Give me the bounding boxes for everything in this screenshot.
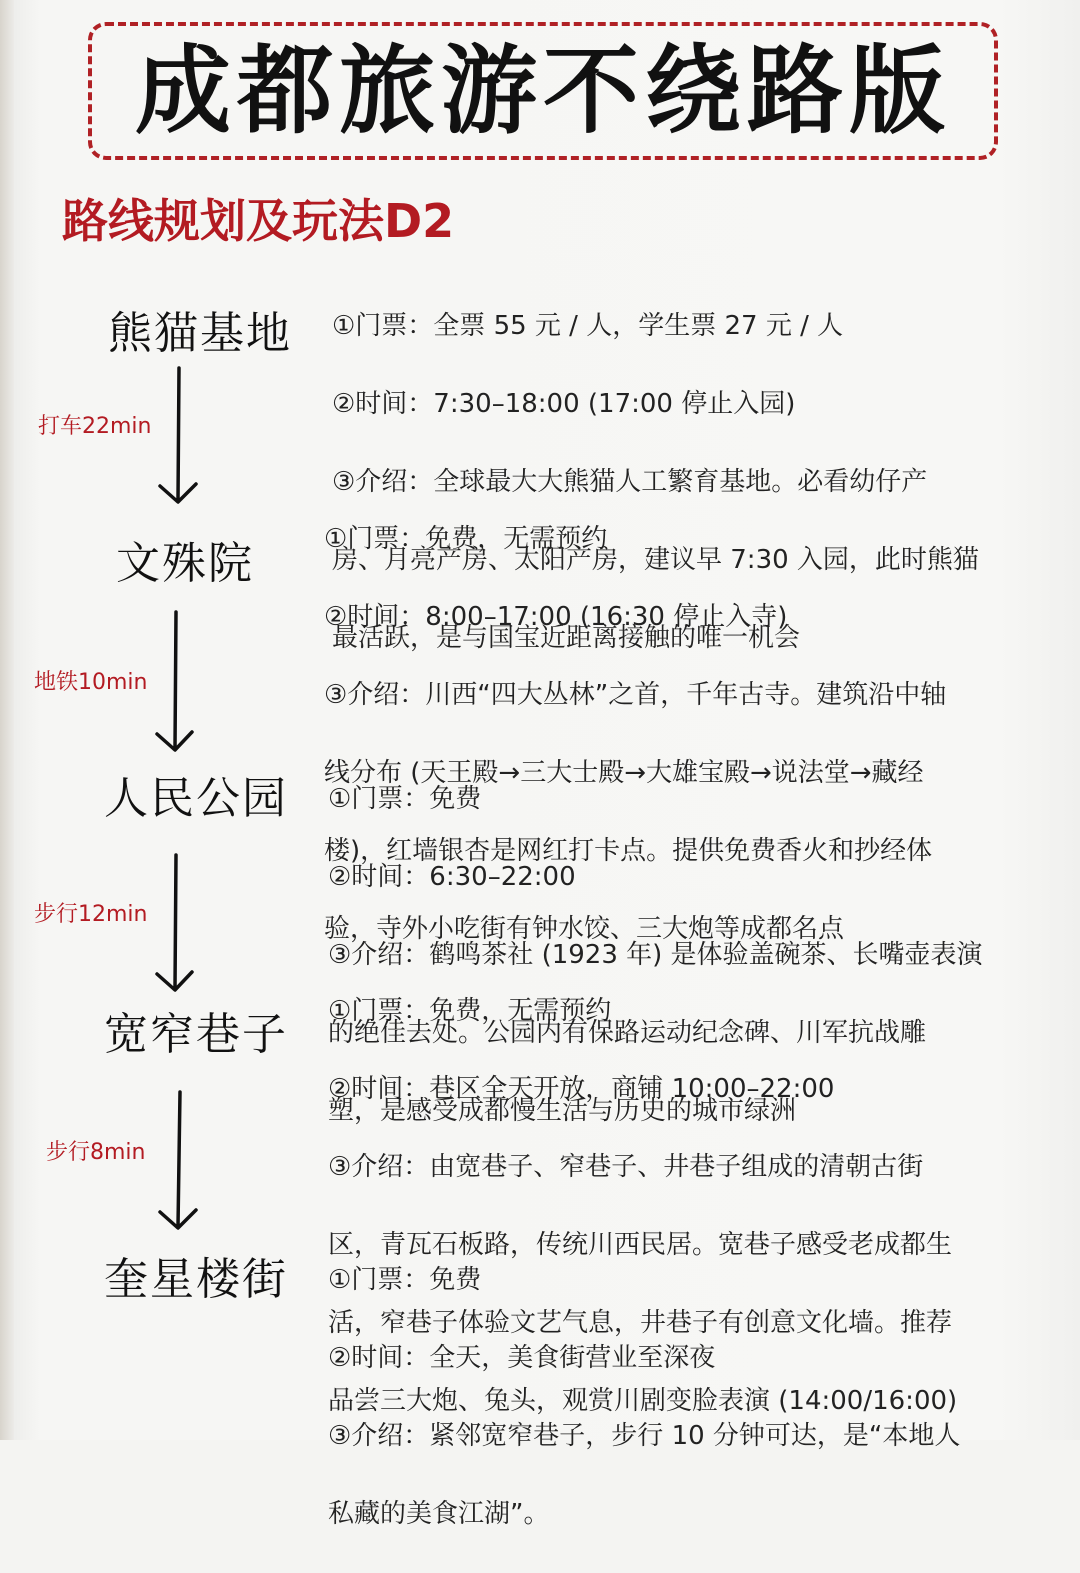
- ticket-info: ①门票：免费，无需预约: [324, 524, 608, 554]
- transit-label-3: 步行12min: [34, 902, 148, 927]
- stop-name-kuanzhai-alley: 宽窄巷子: [104, 1009, 288, 1060]
- intro-line: ③介绍：由宽巷子、窄巷子、井巷子组成的清朝古街: [328, 1152, 924, 1182]
- time-info: ②时间：巷区全天开放，商铺 10:00–22:00: [328, 1074, 835, 1104]
- stop-name-kuixinglou-street: 奎星楼街: [104, 1254, 288, 1305]
- time-info: ②时间：全天，美食街营业至深夜: [328, 1343, 716, 1373]
- arrow-4: [160, 1092, 196, 1228]
- transit-label-2: 地铁10min: [34, 670, 148, 695]
- intro-line: 最活跃，是与国宝近距离接触的唯一机会: [332, 623, 801, 653]
- intro-line: 活，窄巷子体验文艺气息，井巷子有创意文化墙。推荐: [328, 1308, 953, 1338]
- stop-name-peoples-park: 人民公园: [104, 773, 288, 824]
- intro-line: ③介绍：全球最大大熊猫人工繁育基地。必看幼仔产: [332, 467, 928, 497]
- transit-label-1: 打车22min: [38, 414, 152, 439]
- intro-line: ③介绍：鹤鸣茶社 (1923 年) 是体验盖碗茶、长嘴壶表演: [328, 940, 983, 970]
- intro-line: 验，寺外小吃街有钟水饺、三大炮等成都名点: [324, 914, 845, 944]
- intro-line: 区，青瓦石板路，传统川西民居。宽巷子感受老成都生: [328, 1230, 953, 1260]
- route-subtitle: 路线规划及玩法D2: [62, 194, 455, 248]
- stop-name-panda-base: 熊猫基地: [108, 308, 292, 359]
- intro-line: 楼)，红墙银杏是网红打卡点。提供免费香火和抄经体: [324, 836, 933, 866]
- arrow-2: [157, 612, 192, 750]
- intro-line: 塑，是感受成都慢生活与历史的城市绿洲: [328, 1096, 797, 1126]
- intro-line: 品尝三大炮、兔头，观赏川剧变脸表演 (14:00/16:00): [328, 1386, 958, 1416]
- intro-line: 私藏的美食江湖”。: [328, 1499, 550, 1529]
- arrow-3: [157, 855, 192, 990]
- stop-info-kuixinglou-street: [328, 1222, 1048, 1573]
- transit-label-4: 步行8min: [46, 1140, 146, 1165]
- ticket-info: ①门票：全票 55 元 / 人，学生票 27 元 / 人: [332, 311, 844, 341]
- time-info: ②时间：8:00–17:00 (16:30 停止入寺): [324, 602, 788, 632]
- intro-line: 的绝佳去处。公园内有保路运动纪念碑、川军抗战雕: [328, 1018, 927, 1048]
- ticket-info: ①门票：免费: [328, 1265, 482, 1295]
- intro-line: 线分布 (天王殿→三大士殿→大雄宝殿→说法堂→藏经: [324, 758, 924, 788]
- intro-line: ③介绍：川西“四大丛林”之首，千年古寺。建筑沿中轴: [324, 680, 947, 710]
- page-title: 成都旅游不绕路版: [135, 35, 951, 147]
- intro-line: 房、月亮产房、太阳产房，建议早 7:30 入园，此时熊猫: [332, 545, 979, 575]
- ticket-info: ①门票：免费，无需预约: [328, 996, 612, 1026]
- time-info: ②时间：7:30–18:00 (17:00 停止入园): [332, 389, 796, 419]
- intro-line: ③介绍：紧邻宽窄巷子，步行 10 分钟可达，是“本地人: [328, 1421, 961, 1451]
- stop-name-wenshu-temple: 文殊院: [116, 538, 254, 589]
- ticket-info: ①门票：免费: [328, 784, 482, 814]
- time-info: ②时间：6:30–22:00: [328, 862, 576, 892]
- arrow-1: [160, 368, 196, 502]
